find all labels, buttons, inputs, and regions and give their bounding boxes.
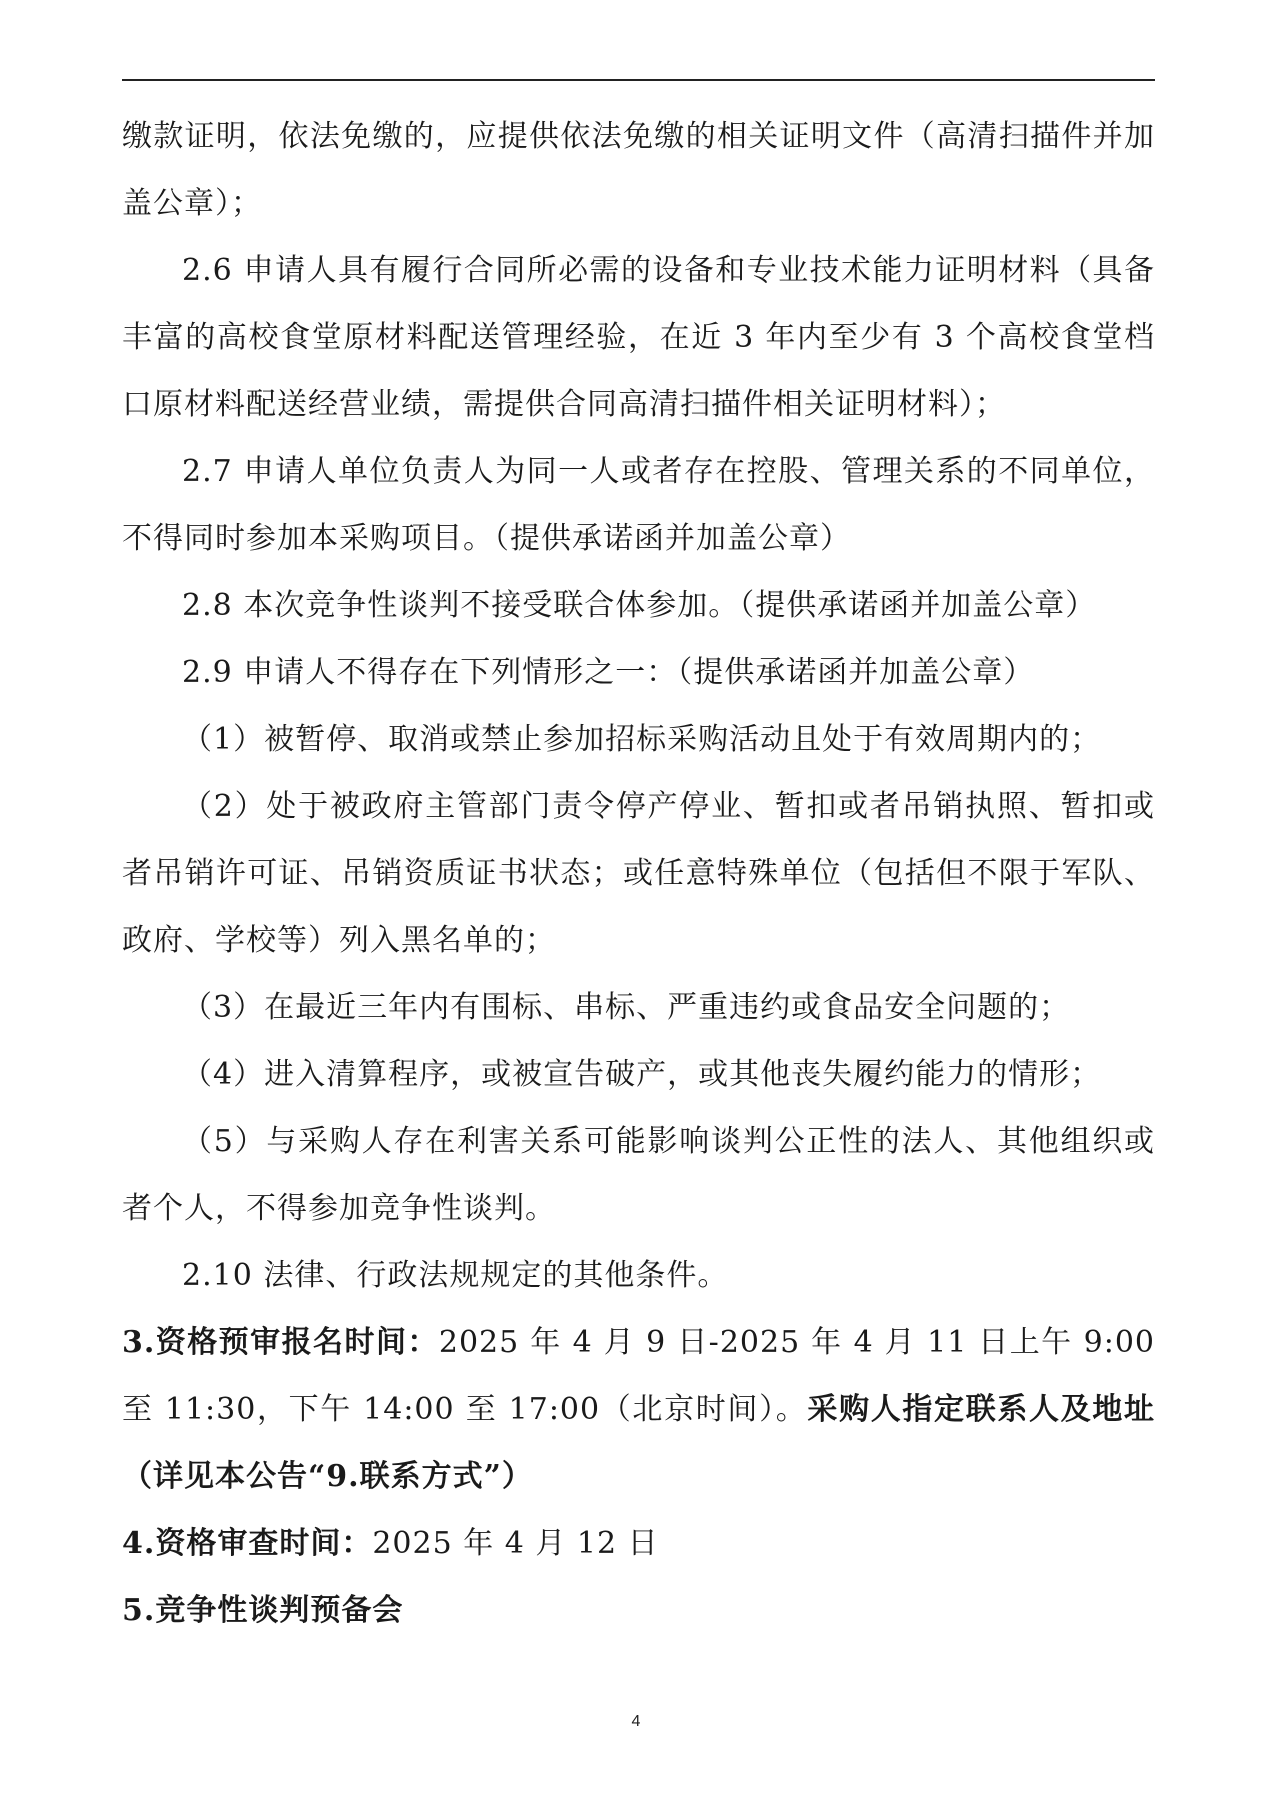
section-4-label: 4.资格审查时间： — [122, 1526, 373, 1561]
section-3-text: 2025 年 4 月 9 日-2025 年 4 月 11 日上午 9:00 至 11:30，下午 14:00 至 17:00（北京时间）。 — [122, 1325, 1155, 1427]
section-4 — [122, 1510, 1155, 1577]
sub-item-5: （5）与采购人存在利害关系可能影响谈判公正性的法人、其他组织或者个人，不得参加竞争性谈判。 — [122, 1124, 1155, 1226]
section-3-label: 3.资格预审报名时间： — [122, 1325, 439, 1360]
sub-item-1: （1）被暂停、取消或禁止参加招标采购活动且处于有效周期内的； — [182, 722, 1102, 757]
header-rule — [122, 79, 1155, 81]
section-3-bold-tail: 采购人指定联系人及地址（详见本公告“9.联系方式”） — [122, 1392, 1156, 1494]
sub-item-4: （4）进入清算程序，或被宣告破产，或其他丧失履约能力的情形； — [182, 1057, 1102, 1092]
section-4-text: 2025 年 4 月 12 日 — [372, 1526, 659, 1561]
sub-item-3: （3）在最近三年内有围标、串标、严重违约或食品安全问题的； — [182, 990, 1071, 1025]
sub-item-2: （2）处于被政府主管部门责令停产停业、暂扣或者吊销执照、暂扣或者吊销许可证、吊销资质证书状态；或任意特殊单位（包括但不限于军队、政府、学校等）列入黑名单的； — [122, 789, 1155, 958]
paragraph-2-7: 2.7 申请人单位负责人为同一人或者存在控股、管理关系的不同单位，不得同时参加本采购项目。（提供承诺函并加盖公章） — [122, 454, 1155, 556]
section-5-label: 5.竞争性谈判预备会 — [122, 1593, 404, 1628]
paragraph-2-10: 2.10 法律、行政法规规定的其他条件。 — [182, 1258, 729, 1293]
document-body — [122, 103, 1155, 1644]
page-number: 4 — [631, 1713, 641, 1730]
paragraph-2-6: 2.6 申请人具有履行合同所必需的设备和专业技术能力证明材料（具备丰富的高校食堂原材料配送管理经验，在近 3 年内至少有 3 个高校食堂档口原材料配送经营业绩，需提供合同高清扫描件相关证明材料）； — [122, 253, 1155, 422]
paragraph-2-8: 2.8 本次竞争性谈判不接受联合体参加。（提供承诺函并加盖公章） — [182, 588, 1097, 623]
section-5 — [122, 1577, 1155, 1644]
section-3 — [122, 1309, 1155, 1510]
paragraph-2-9: 2.9 申请人不得存在下列情形之一：（提供承诺函并加盖公章） — [182, 655, 1035, 690]
paragraph-continuation: 缴款证明，依法免缴的，应提供依法免缴的相关证明文件（高清扫描件并加盖公章）； — [122, 119, 1155, 221]
